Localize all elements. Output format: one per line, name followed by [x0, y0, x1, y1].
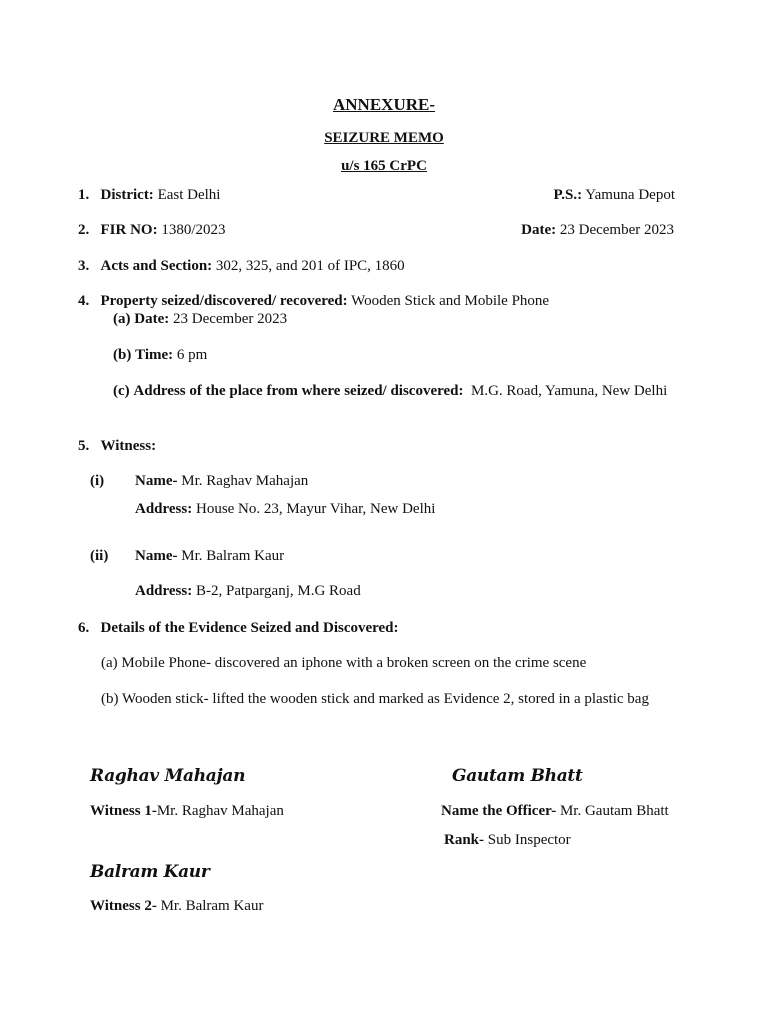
officer-line	[441, 803, 669, 820]
witness-2-address	[135, 583, 361, 600]
evidence-item	[101, 655, 586, 672]
item-number: 4.	[78, 293, 90, 309]
page-title: ANNEXURE-	[333, 95, 435, 114]
property-address-label: Address of the place from where seized/ discovered:	[133, 383, 464, 399]
property-address-value: M.G. Road, Yamuna, New Delhi	[471, 383, 668, 399]
property-time	[113, 347, 207, 364]
property-date-label: Date:	[134, 311, 170, 327]
witness-address-label: Address:	[135, 501, 193, 517]
witness-2-line	[90, 898, 263, 915]
officer-name-value: Mr. Gautam Bhatt	[559, 803, 669, 819]
witness-label: Witness:	[100, 438, 157, 454]
officer-label: Name the Officer-	[441, 803, 557, 819]
witness-1-signature: Raghav Mahajan	[90, 766, 246, 786]
sub-marker: (b)	[113, 347, 132, 363]
witness-1-label: Witness 1-	[90, 803, 157, 819]
fir-value: 1380/2023	[161, 222, 226, 238]
evidence-text: Mobile Phone- discovered an iphone with a broken screen on the crime scene	[121, 655, 587, 671]
page-subtitle: SEIZURE MEMO	[324, 130, 444, 146]
property-value: Wooden Stick and Mobile Phone	[351, 293, 550, 309]
witness-marker: (i)	[90, 473, 105, 489]
property-date-value: 23 December 2023	[172, 311, 288, 327]
officer-rank	[444, 832, 571, 849]
sub-marker: (c)	[113, 383, 130, 399]
section-reference: u/s 165 CrPC	[341, 158, 427, 174]
witness-name-label: Name-	[135, 473, 178, 489]
item-fir	[78, 222, 226, 239]
evidence-text: Wooden stick- lifted the wooden stick and marked as Evidence 2, stored in a plastic bag	[121, 691, 649, 707]
item-evidence	[78, 620, 399, 637]
property-label: Property seized/discovered/ recovered:	[100, 293, 348, 309]
witness-name-value: Mr. Raghav Mahajan	[181, 473, 309, 489]
rank-label: Rank-	[444, 832, 485, 848]
witness-1-line	[90, 803, 284, 820]
item-acts	[78, 258, 405, 275]
ps-value: Yamuna Depot	[585, 187, 675, 203]
acts-label: Acts and Section:	[100, 258, 213, 274]
sub-marker: (a)	[113, 311, 131, 327]
witness-1-name	[135, 473, 308, 490]
property-address	[113, 383, 667, 400]
item-witness	[78, 438, 156, 455]
police-station	[553, 187, 675, 204]
witness-2-signature: Balram Kaur	[90, 862, 210, 882]
ps-label: P.S.:	[553, 187, 583, 203]
district-value: East Delhi	[157, 187, 221, 203]
property-time-label: Time:	[135, 347, 174, 363]
item-number: 1.	[78, 187, 90, 203]
evidence-marker: (b)	[101, 691, 119, 707]
item-property	[78, 293, 549, 310]
evidence-label: Details of the Evidence Seized and Discovered:	[100, 620, 399, 636]
item-number: 6.	[78, 620, 90, 636]
witness-1-name-value: Mr. Raghav Mahajan	[156, 803, 284, 819]
acts-value: 302, 325, and 201 of IPC, 1860	[215, 258, 405, 274]
fir-date-value: 23 December 2023	[559, 222, 674, 238]
item-number: 2.	[78, 222, 90, 238]
witness-address-label: Address:	[135, 583, 193, 599]
fir-date-label: Date:	[521, 222, 557, 238]
witness-marker: (ii)	[90, 548, 109, 564]
fir-label: FIR NO:	[100, 222, 158, 238]
property-date	[113, 311, 287, 328]
witness-2-name-value: Mr. Balram Kaur	[160, 898, 264, 914]
witness-address-value: B-2, Patparganj, M.G Road	[195, 583, 361, 599]
witness-2-name	[135, 548, 284, 565]
property-time-value: 6 pm	[176, 347, 208, 363]
witness-name-label: Name-	[135, 548, 178, 564]
witness-1-address	[135, 501, 435, 518]
fir-date	[521, 222, 674, 239]
officer-signature: Gautam Bhatt	[452, 766, 583, 786]
district-label: District:	[100, 187, 154, 203]
witness-address-value: House No. 23, Mayur Vihar, New Delhi	[195, 501, 436, 517]
witness-name-value: Mr. Balram Kaur	[181, 548, 285, 564]
rank-value: Sub Inspector	[487, 832, 571, 848]
item-district	[78, 187, 220, 204]
item-number: 3.	[78, 258, 90, 274]
evidence-item	[101, 691, 649, 708]
evidence-marker: (a)	[101, 655, 118, 671]
witness-2-label: Witness 2-	[90, 898, 157, 914]
item-number: 5.	[78, 438, 90, 454]
